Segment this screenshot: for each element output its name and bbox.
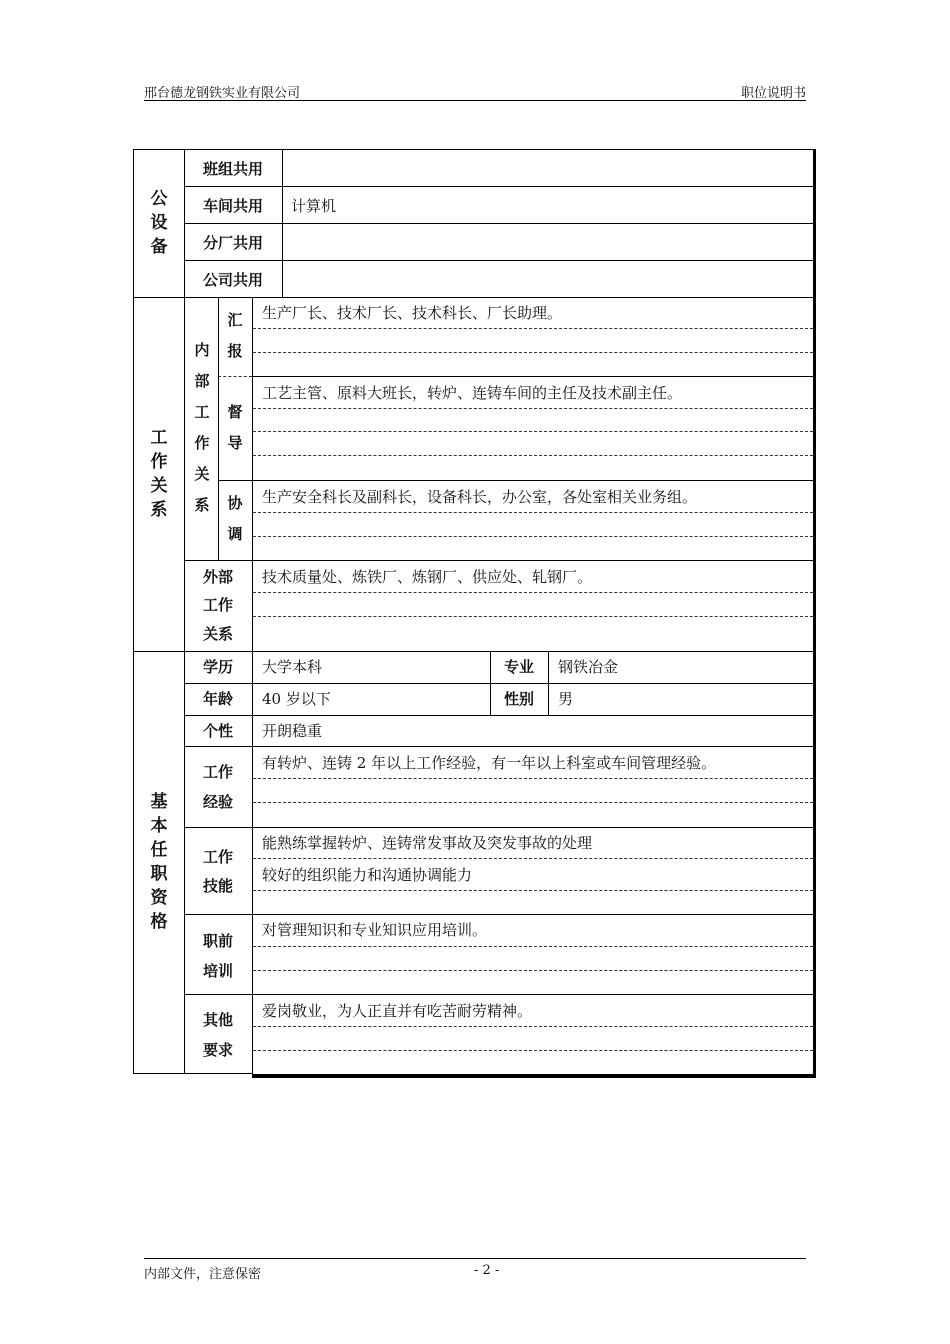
other-value: 爱岗敬业，为人正直并有吃苦耐劳精神。 (262, 1002, 533, 1020)
training-label-line1: 职前 (202, 932, 233, 950)
external-label-line2: 工作 (202, 596, 233, 614)
skills-line-2: 较好的组织能力和沟通协调能力 (262, 866, 473, 884)
document-type: 职位说明书 (740, 86, 806, 101)
coordinate-label: 协调 (227, 494, 243, 543)
report-value: 生产厂长、技术厂长、技术科长、厂长助理。 (262, 304, 563, 322)
equipment-team-label: 班组共用 (202, 160, 263, 178)
skills-label-line2: 技能 (202, 877, 233, 895)
supervise-value: 工艺主管、原料大班长，转炉、连铸车间的主任及技术副主任。 (262, 384, 683, 402)
page-number: - 2 - (474, 1263, 500, 1278)
skills-label-line1: 工作 (202, 848, 233, 866)
equipment-branch-label: 分厂共用 (202, 234, 263, 252)
experience-label-line2: 经验 (202, 793, 233, 811)
other-label-line1: 其他 (202, 1011, 233, 1029)
experience-value: 有转炉、连铸 2 年以上工作经验，有一年以上科室或车间管理经验。 (262, 754, 717, 772)
age-value: 40 岁以下 (262, 690, 331, 708)
gender-value: 男 (558, 690, 574, 708)
skills-line-1: 能熟练掌握转炉、连铸常发事故及突发事故的处理 (262, 834, 593, 852)
major-value: 钢铁冶金 (558, 658, 619, 676)
coordinate-value: 生产安全科长及副科长，设备科长，办公室，各处室相关业务组。 (262, 488, 698, 506)
report-label: 汇报 (227, 311, 243, 360)
other-label-line2: 要求 (202, 1041, 233, 1059)
external-value: 技术质量处、炼铁厂、炼钢厂、供应处、轧钢厂。 (262, 568, 593, 586)
equipment-workshop-label: 车间共用 (202, 197, 263, 215)
equipment-company-label: 公司共用 (202, 271, 263, 289)
external-label-line3: 关系 (202, 625, 233, 643)
relations-section-label: 工作关系 (150, 428, 168, 520)
age-label: 年龄 (202, 690, 233, 708)
training-label-line2: 培训 (202, 962, 233, 980)
education-value: 大学本科 (262, 658, 323, 676)
table-shadow-right (813, 149, 816, 1078)
equipment-section-label: 公设备 (150, 189, 168, 257)
company-name: 邢台德龙钢铁实业有限公司 (144, 86, 301, 101)
education-label: 学历 (202, 658, 233, 676)
equipment-workshop-value: 计算机 (291, 197, 337, 215)
personality-value: 开朗稳重 (262, 722, 323, 740)
training-value: 对管理知识和专业知识应用培训。 (262, 921, 488, 939)
gender-label: 性别 (503, 690, 534, 708)
page-header (144, 80, 806, 101)
page-footer (144, 1258, 806, 1282)
major-label: 专业 (503, 658, 534, 676)
confidential-note: 内部文件，注意保密 (144, 1267, 262, 1282)
qualifications-section-label: 基本任职资格 (150, 792, 168, 932)
table-shadow-bottom (252, 1074, 816, 1078)
personality-label: 个性 (202, 722, 233, 740)
external-label-line1: 外部 (202, 568, 233, 586)
internal-relations-label: 内部工作关系 (194, 341, 210, 514)
experience-label-line1: 工作 (202, 763, 233, 781)
supervise-label: 督导 (227, 403, 243, 452)
